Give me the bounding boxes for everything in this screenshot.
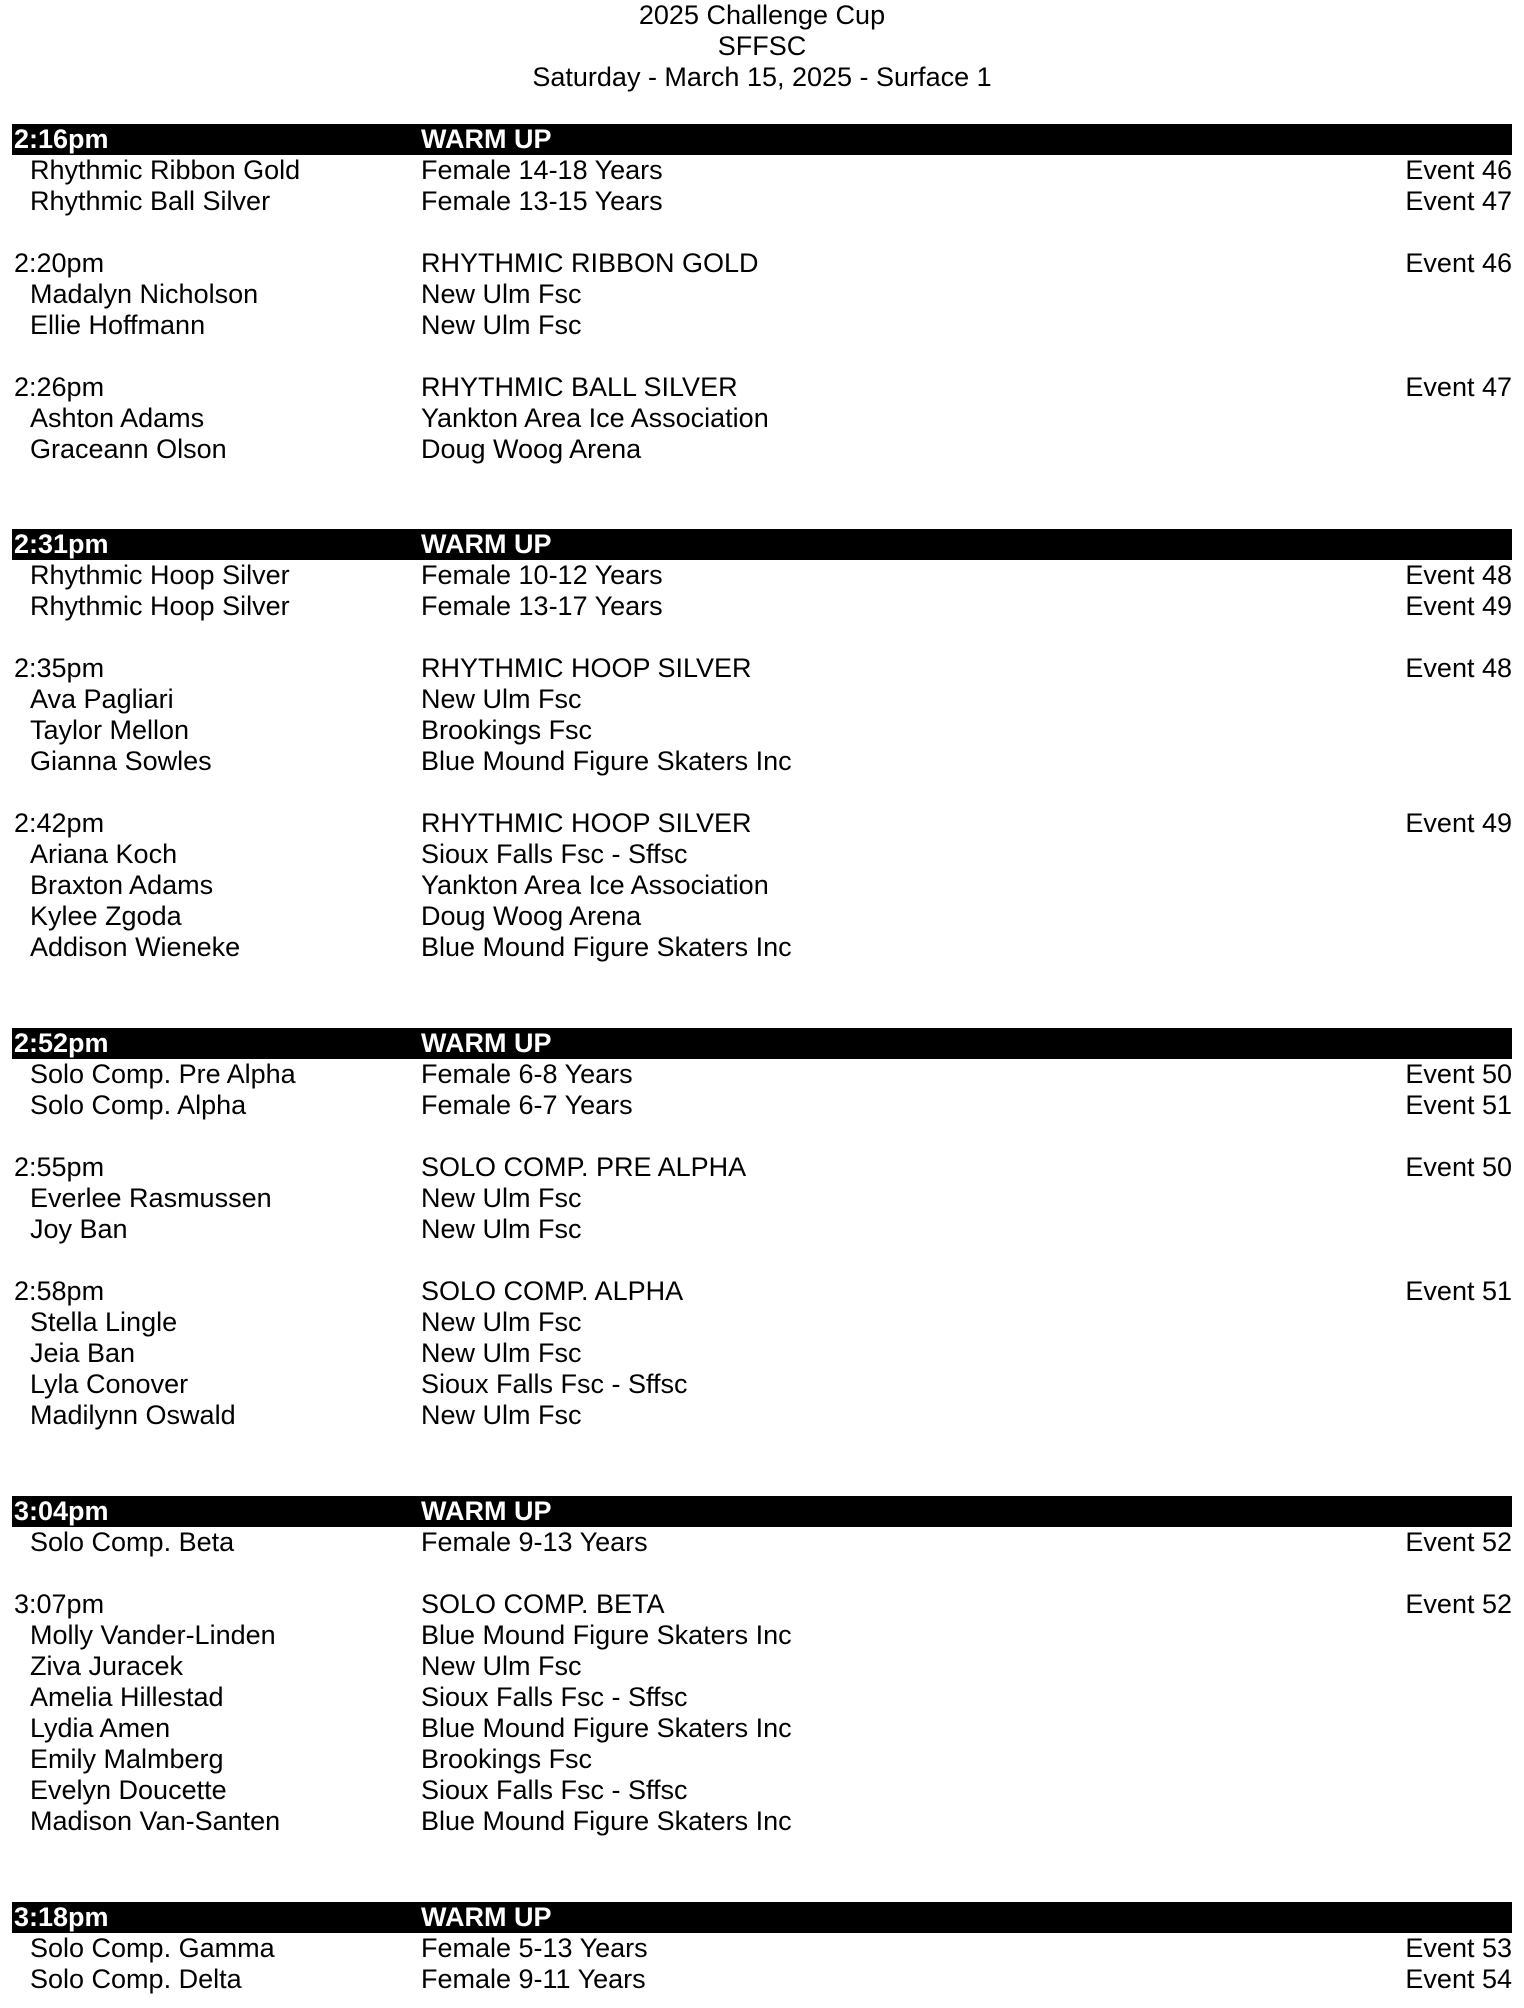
start-time: 2:20pm <box>14 248 105 278</box>
skater-row <box>0 1400 1524 1431</box>
age-group: Female 13-15 Years <box>421 186 663 216</box>
event-name: Solo Comp. Delta <box>30 1964 242 1994</box>
event-name: Solo Comp. Beta <box>30 1527 235 1557</box>
event-start-row <box>0 1276 1524 1307</box>
skater-name: Molly Vander-Linden <box>30 1620 276 1650</box>
warmup-event-row <box>0 1933 1524 1964</box>
skater-name: Madilynn Oswald <box>30 1400 236 1430</box>
skater-club: New Ulm Fsc <box>421 1307 582 1337</box>
event-title: SOLO COMP. PRE ALPHA <box>421 1152 747 1182</box>
skater-row <box>0 684 1524 715</box>
skater-name: Everlee Rasmussen <box>30 1183 272 1213</box>
age-group: Female 9-13 Years <box>421 1527 648 1557</box>
skater-club: Blue Mound Figure Skaters Inc <box>421 932 792 962</box>
skater-name: Ziva Juracek <box>30 1651 184 1681</box>
skater-row <box>0 746 1524 777</box>
skater-club: Doug Woog Arena <box>421 434 642 464</box>
schedule-subtitle: Saturday - March 15, 2025 - Surface 1 <box>532 62 992 92</box>
skater-name: Gianna Sowles <box>30 746 212 776</box>
event-start-row <box>0 1589 1524 1620</box>
age-group: Female 10-12 Years <box>421 560 663 590</box>
start-time: 2:58pm <box>14 1276 105 1306</box>
event-number: Event 50 <box>1405 1152 1512 1182</box>
warmup-event-row <box>0 155 1524 186</box>
event-number: Event 46 <box>1405 248 1512 278</box>
skater-name: Lydia Amen <box>30 1713 171 1743</box>
skater-name: Taylor Mellon <box>30 715 190 745</box>
skater-club: Blue Mound Figure Skaters Inc <box>421 1713 792 1743</box>
skater-name: Ashton Adams <box>30 403 205 433</box>
skater-row <box>0 1713 1524 1744</box>
event-number: Event 47 <box>1405 186 1512 216</box>
warmup-event-row <box>0 1964 1524 1995</box>
skater-club: Brookings Fsc <box>421 1744 593 1774</box>
event-title: SOLO COMP. BETA <box>421 1589 665 1619</box>
skater-row <box>0 1806 1524 1837</box>
warmup-time: 2:52pm <box>14 1028 109 1058</box>
warmup-label: WARM UP <box>421 1028 552 1058</box>
age-group: Female 14-18 Years <box>421 155 663 185</box>
warmup-time: 2:16pm <box>14 124 109 154</box>
event-start-row <box>0 653 1524 684</box>
skater-row <box>0 715 1524 746</box>
event-number: Event 47 <box>1405 372 1512 402</box>
skater-club: New Ulm Fsc <box>421 1214 582 1244</box>
warmup-label: WARM UP <box>421 1496 552 1526</box>
skater-name: Ava Pagliari <box>30 684 174 714</box>
warmup-event-row <box>0 1059 1524 1090</box>
event-number: Event 54 <box>1405 1964 1512 1994</box>
skater-row <box>0 1183 1524 1214</box>
skater-row <box>0 870 1524 901</box>
skater-club: New Ulm Fsc <box>421 684 582 714</box>
age-group: Female 9-11 Years <box>421 1964 646 1994</box>
skater-name: Ariana Koch <box>30 839 178 869</box>
skater-club: Yankton Area Ice Association <box>421 870 769 900</box>
event-start-row <box>0 248 1524 279</box>
event-number: Event 52 <box>1405 1527 1512 1557</box>
skater-row <box>0 1338 1524 1369</box>
event-start-row <box>0 1152 1524 1183</box>
skater-row <box>0 901 1524 932</box>
event-name: Rhythmic Hoop Silver <box>30 591 290 621</box>
skater-name: Addison Wieneke <box>30 932 241 962</box>
start-time: 2:35pm <box>14 653 105 683</box>
skater-club: Doug Woog Arena <box>421 901 642 931</box>
event-name: Solo Comp. Alpha <box>30 1090 247 1120</box>
event-number: Event 53 <box>1405 1933 1512 1963</box>
warmup-event-row <box>0 1527 1524 1558</box>
skater-name: Madalyn Nicholson <box>30 279 259 309</box>
warmup-header <box>12 1496 1512 1527</box>
skater-club: Sioux Falls Fsc - Sffsc <box>421 839 688 869</box>
skater-club: Blue Mound Figure Skaters Inc <box>421 1806 792 1836</box>
skater-row <box>0 1744 1524 1775</box>
warmup-time: 3:18pm <box>14 1902 109 1932</box>
skater-row <box>0 1651 1524 1682</box>
skater-name: Emily Malmberg <box>30 1744 224 1774</box>
skater-row <box>0 310 1524 341</box>
age-group: Female 6-7 Years <box>421 1090 633 1120</box>
event-title: RHYTHMIC HOOP SILVER <box>421 808 752 838</box>
warmup-header <box>12 124 1512 155</box>
start-time: 2:55pm <box>14 1152 105 1182</box>
start-time: 3:07pm <box>14 1589 105 1619</box>
skater-name: Kylee Zgoda <box>30 901 182 931</box>
event-number: Event 50 <box>1405 1059 1512 1089</box>
skater-name: Graceann Olson <box>30 434 227 464</box>
skater-name: Stella Lingle <box>30 1307 178 1337</box>
event-title: RHYTHMIC HOOP SILVER <box>421 653 752 683</box>
skater-row <box>0 1775 1524 1806</box>
event-title: SOLO COMP. ALPHA <box>421 1276 684 1306</box>
event-start-row <box>0 808 1524 839</box>
event-number: Event 51 <box>1405 1276 1512 1306</box>
warmup-label: WARM UP <box>421 529 552 559</box>
warmup-header <box>12 1902 1512 1933</box>
warmup-event-row <box>0 1090 1524 1121</box>
warmup-time: 2:31pm <box>14 529 109 559</box>
event-number: Event 46 <box>1405 155 1512 185</box>
skater-row <box>0 932 1524 963</box>
event-start-row <box>0 372 1524 403</box>
skater-row <box>0 434 1524 465</box>
event-number: Event 49 <box>1405 808 1512 838</box>
skater-club: New Ulm Fsc <box>421 1338 582 1368</box>
event-name: Rhythmic Hoop Silver <box>30 560 290 590</box>
skater-row <box>0 403 1524 434</box>
event-name: Solo Comp. Gamma <box>30 1933 275 1963</box>
event-number: Event 48 <box>1405 653 1512 683</box>
skater-club: New Ulm Fsc <box>421 1400 582 1430</box>
skater-club: New Ulm Fsc <box>421 1183 582 1213</box>
skater-club: Sioux Falls Fsc - Sffsc <box>421 1682 688 1712</box>
age-group: Female 6-8 Years <box>421 1059 633 1089</box>
warmup-label: WARM UP <box>421 1902 552 1932</box>
skater-club: Blue Mound Figure Skaters Inc <box>421 746 792 776</box>
skater-row <box>0 1620 1524 1651</box>
warmup-label: WARM UP <box>421 124 552 154</box>
skater-club: Brookings Fsc <box>421 715 593 745</box>
skater-row <box>0 1214 1524 1245</box>
warmup-header <box>12 529 1512 560</box>
event-number: Event 51 <box>1405 1090 1512 1120</box>
start-time: 2:26pm <box>14 372 105 402</box>
age-group: Female 5-13 Years <box>421 1933 648 1963</box>
skater-name: Ellie Hoffmann <box>30 310 206 340</box>
warmup-event-row <box>0 186 1524 217</box>
skater-name: Jeia Ban <box>30 1338 136 1368</box>
start-time: 2:42pm <box>14 808 105 838</box>
warmup-event-row <box>0 560 1524 591</box>
skater-name: Joy Ban <box>30 1214 128 1244</box>
event-number: Event 52 <box>1405 1589 1512 1619</box>
skater-club: New Ulm Fsc <box>421 310 582 340</box>
skater-row <box>0 1307 1524 1338</box>
skater-row <box>0 279 1524 310</box>
skater-row <box>0 1682 1524 1713</box>
event-title: RHYTHMIC BALL SILVER <box>421 372 738 402</box>
skater-club: Sioux Falls Fsc - Sffsc <box>421 1369 688 1399</box>
skater-club: Sioux Falls Fsc - Sffsc <box>421 1775 688 1805</box>
event-name: Rhythmic Ball Silver <box>30 186 271 216</box>
skater-club: Yankton Area Ice Association <box>421 403 769 433</box>
warmup-header <box>12 1028 1512 1059</box>
event-number: Event 49 <box>1405 591 1512 621</box>
skater-club: New Ulm Fsc <box>421 279 582 309</box>
skater-name: Amelia Hillestad <box>30 1682 224 1712</box>
skater-name: Madison Van-Santen <box>30 1806 281 1836</box>
club-name: SFFSC <box>717 31 807 61</box>
event-name: Solo Comp. Pre Alpha <box>30 1059 296 1089</box>
warmup-time: 3:04pm <box>14 1496 109 1526</box>
document-title: 2025 Challenge Cup <box>638 0 886 30</box>
skater-name: Evelyn Doucette <box>30 1775 227 1805</box>
skater-row <box>0 1369 1524 1400</box>
event-title: RHYTHMIC RIBBON GOLD <box>421 248 759 278</box>
warmup-event-row <box>0 591 1524 622</box>
skater-name: Lyla Conover <box>30 1369 189 1399</box>
skater-club: Blue Mound Figure Skaters Inc <box>421 1620 792 1650</box>
skater-name: Braxton Adams <box>30 870 214 900</box>
skater-row <box>0 839 1524 870</box>
age-group: Female 13-17 Years <box>421 591 663 621</box>
event-number: Event 48 <box>1405 560 1512 590</box>
event-name: Rhythmic Ribbon Gold <box>30 155 301 185</box>
skater-club: New Ulm Fsc <box>421 1651 582 1681</box>
